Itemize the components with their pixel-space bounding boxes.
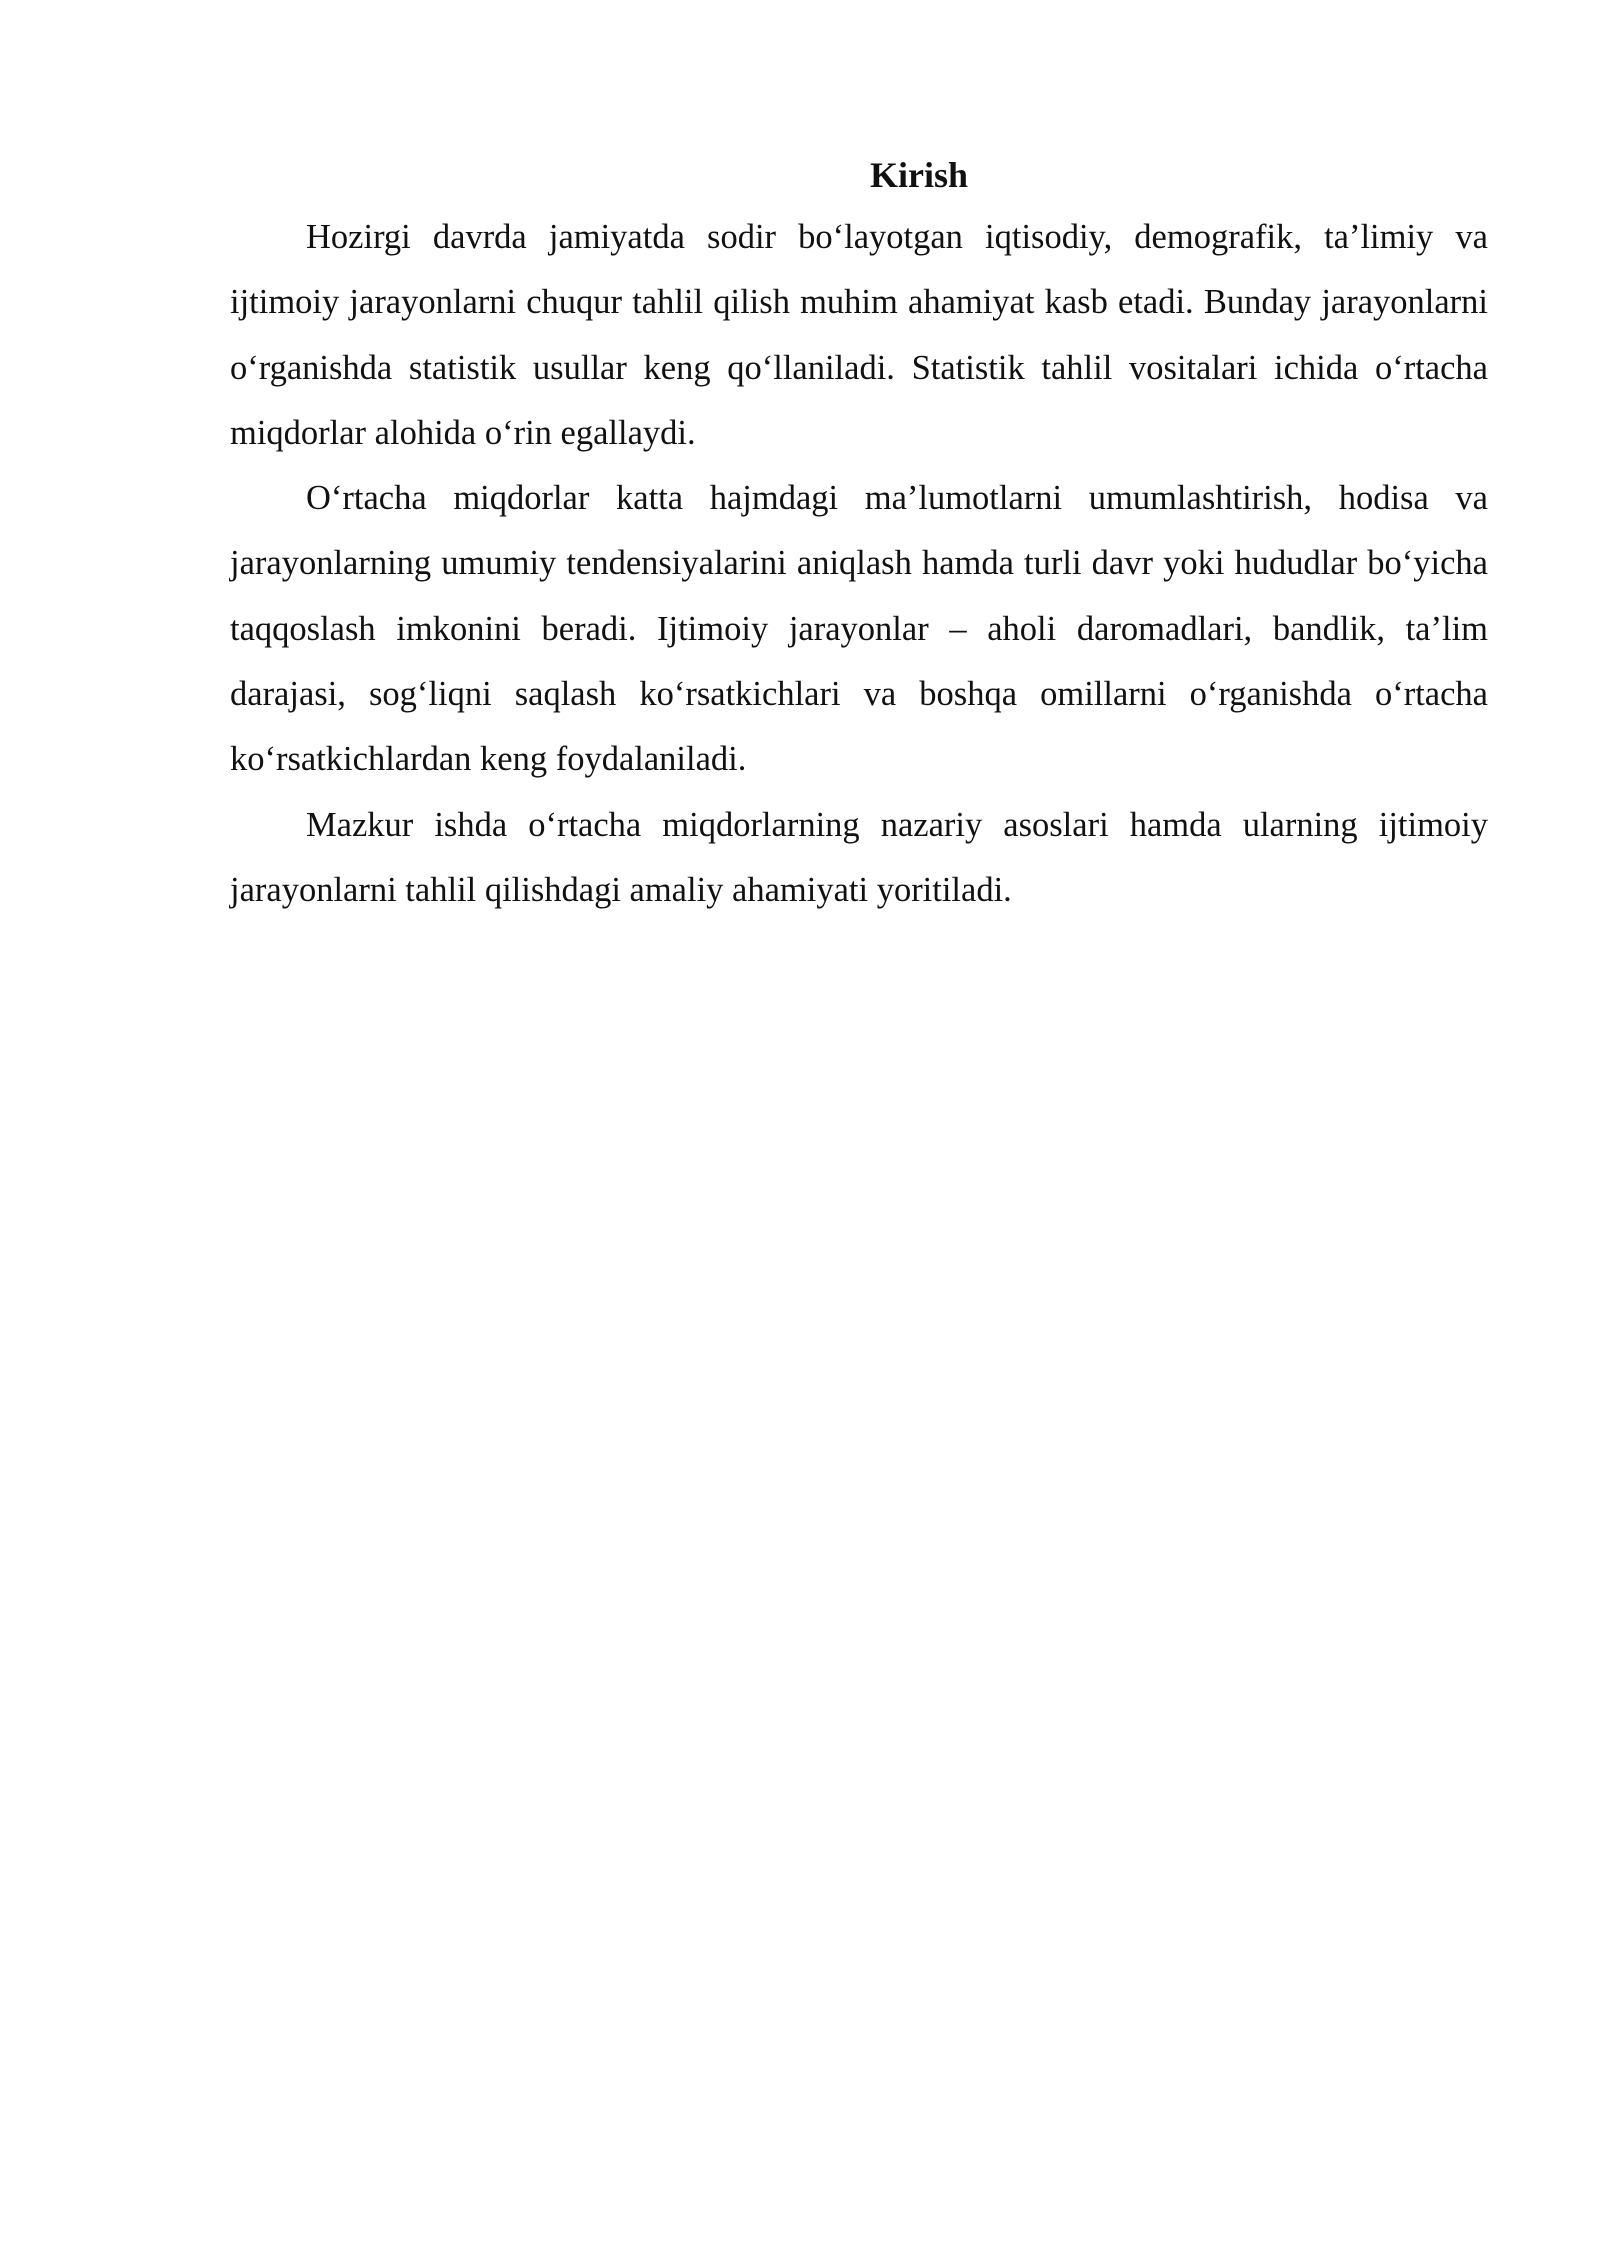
paragraph-3: Mazkur ishda o‘rtacha miqdorlarning nazariy asoslari hamda ularning ijtimoiy jarayonlarni tahlil qilishdagi amaliy ahamiyati yoritiladi. [230,805,1488,909]
paragraph-2: O‘rtacha miqdorlar katta hajmdagi ma’lumotlarni umumlashtirish, hodisa va jarayonlarning umumiy tendensiyalarini aniqlash hamda turli davr yoki hududlar bo‘yicha taqqoslash imkonini beradi. Ijtimoiy jarayonlar – aholi daromadlari, bandlik, ta’lim darajasi, sog‘liqni saqlash ko‘rsatkichlari va boshqa omillarni o‘rganishda o‘rtacha ko‘rsatkichlardan keng foydalaniladi. [230,479,1488,779]
page-title: Kirish [869,155,968,195]
document-body [230,145,1488,923]
paragraph-1: Hozirgi davrda jamiyatda sodir bo‘layotgan iqtisodiy, demografik, ta’limiy va ijtimoiy jarayonlarni chuqur tahlil qilish muhim ahamiyat kasb etadi. Bunday jarayonlarni o‘rganishda statistik usullar keng qo‘llaniladi. Statistik tahlil vositalari ichida o‘rtacha miqdorlar alohida o‘rin egallaydi. [230,218,1488,452]
